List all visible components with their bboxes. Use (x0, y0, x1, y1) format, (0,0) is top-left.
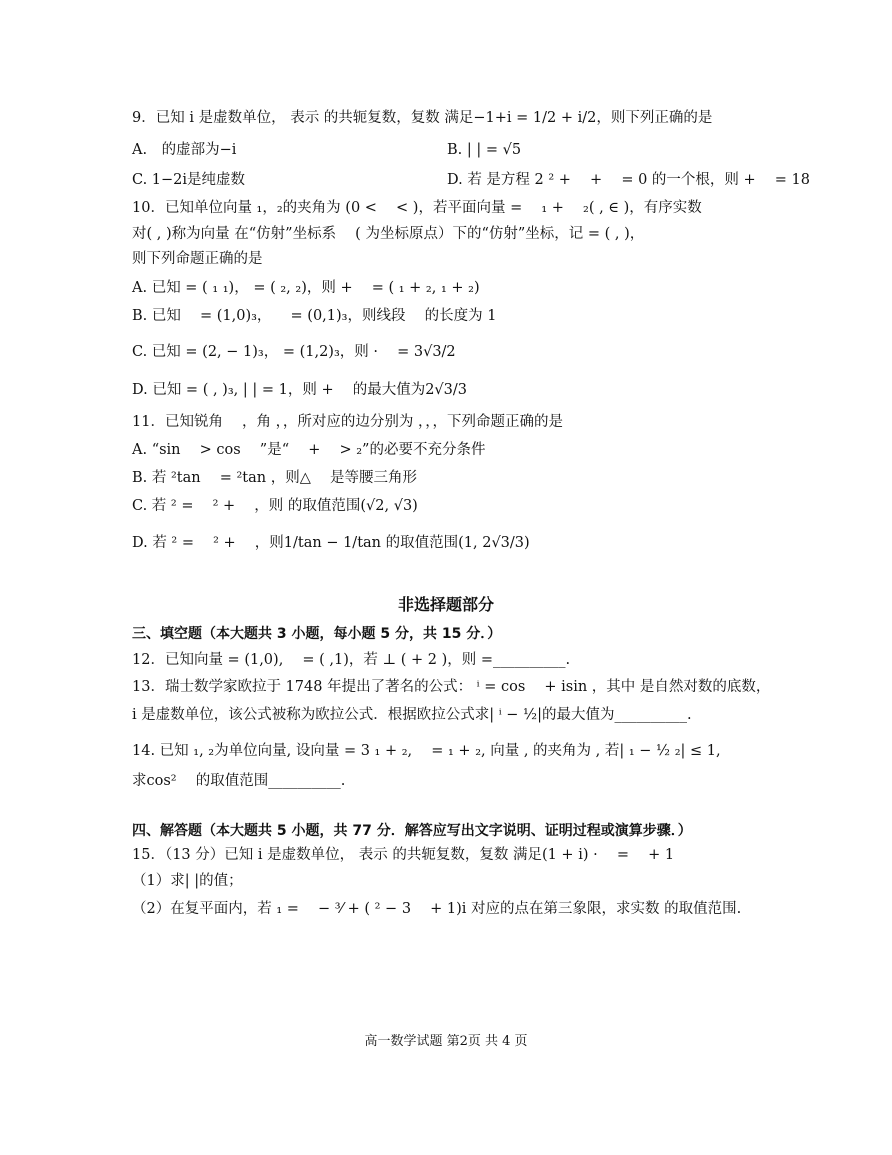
q14-line-1: 14. 已知 ₁, ₂为单位向量, 设向量 = 3 ₁ + ₂, = ₁ + ₂, 向量 , 的夹角为 , 若| ₁ − ½ ₂| ≤ 1, (132, 743, 721, 759)
q10-option-b: B. 已知 = (1,0)₃， = (0,1)₃，则线段 的长度为 1 (132, 308, 497, 324)
q9-options-cd (132, 170, 810, 190)
q10-stem-2: 对( , )称为向量 在“仿射”坐标系 ( 为坐标原点）下的“仿射”坐标，记 = ( , )， (132, 226, 645, 242)
q15-part-1: （1）求| |的值； (132, 873, 243, 889)
q13-line-2: i 是虚数单位，该公式被称为欧拉公式．根据欧拉公式求| ⁱ − ½|的最大值为__________. (132, 707, 692, 723)
q9-option-c: C. 1−2i是纯虚数 (132, 172, 246, 188)
q9-option-d: D. 若 是方程 2 ² + + = 0 的一个根，则 + = 18 (447, 172, 810, 188)
q11-option-c: C. 若 ² = ² + ，则 的取值范围(√2, √3) (132, 498, 418, 514)
q15-stem: 15．（13 分）已知 i 是虚数单位， 表示 的共轭复数，复数 满足(1 + i) · = + 1 (132, 847, 675, 863)
section-head-fill-in: 三、填空题（本大题共 3 小题，每小题 5 分，共 15 分．） (132, 626, 502, 642)
q14-line-2: 求cos² 的取值范围__________. (132, 773, 346, 789)
q13-line-1: 13．瑞士数学家欧拉于 1748 年提出了著名的公式： ⁱ = cos + isin ，其中 是自然对数的底数， (132, 679, 771, 695)
q11-stem: 11．已知锐角 ，角 ，，所对应的边分别为 ，，，下列命题正确的是 (132, 414, 564, 430)
q9-options-ab (132, 140, 772, 160)
section-title-non-choice: 非选择题部分 (397, 595, 494, 614)
q12-text: 12．已知向量 = (1,0), = ( ,1)，若 ⊥ ( + 2 )，则 =__________. (132, 652, 571, 668)
q10-stem-3: 则下列命题正确的是 (132, 251, 263, 267)
q9-option-b: B. | | = √5 (447, 142, 522, 158)
q10-option-c: C. 已知 = (2, − 1)₃， = (1,2)₃，则 · = 3√3/2 (132, 344, 456, 360)
q10-option-a: A. 已知 = ( ₁ ₁)， = ( ₂, ₂)，则 + = ( ₁ + ₂, ₁ + ₂) (132, 280, 480, 296)
q10-option-d: D. 已知 = ( , )₃, | | = 1，则 + 的最大值为2√3/3 (132, 382, 468, 398)
page-footer: 高一数学试题 第2页 共 4 页 (364, 1034, 528, 1049)
q11-option-b: B. 若 ²tan = ²tan ，则△ 是等腰三角形 (132, 470, 417, 486)
q11-option-a: A. “sin > cos ”是“ + > ₂”的必要不充分条件 (132, 442, 486, 458)
q15-part-2: （2）在复平面内，若 ₁ = − ³⁄ + ( ² − 3 + 1)i 对应的点在第三象限，求实数 的取值范围. (132, 901, 742, 917)
q10-stem-1: 10．已知单位向量 ₁，₂的夹角为 (0 < < )，若平面向量 = ₁ + ₂( , ∈ )，有序实数 (132, 200, 702, 216)
q11-option-d: D. 若 ² = ² + ，则1/tan − 1/tan 的取值范围(1, 2√3/3) (132, 535, 530, 551)
q9-stem: 9．已知 i 是虚数单位， 表示 的共轭复数，复数 满足−1+i = 1/2 + i/2，则下列正确的是 (132, 110, 713, 126)
q9-option-a: A. 的虚部为−i (132, 142, 237, 158)
section-head-solutions: 四、解答题（本大题共 5 小题，共 77 分．解答应写出文字说明、证明过程或演算步骤．） (132, 823, 692, 839)
